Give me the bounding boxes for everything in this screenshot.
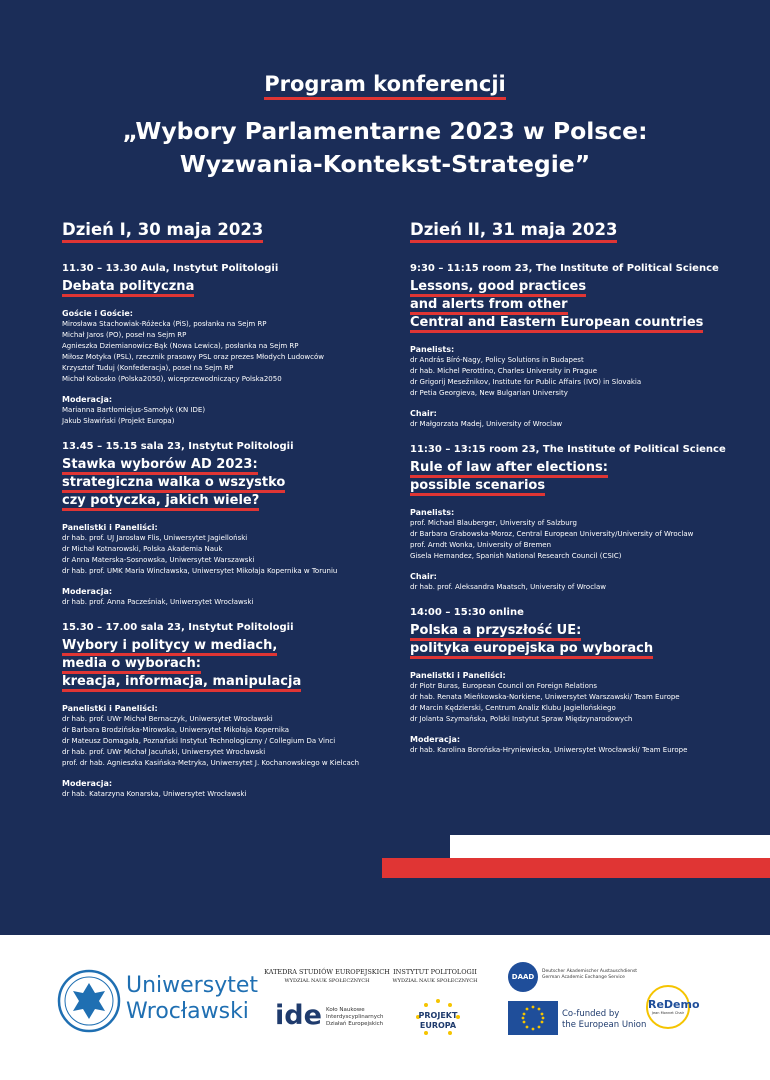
session-title (62, 637, 392, 691)
session-title-line: and alerts from other (410, 297, 568, 315)
participant: dr hab. Katarzyna Konarska, Uniwersytet Wrocławski (62, 790, 247, 798)
participant: dr hab. Renata Mieńkowska-Norkiene, Uniwersytet Warszawski/ Team Europe (410, 693, 680, 701)
ide-text2: Interdyscyplinarnych (326, 1014, 384, 1020)
group-label: Panelistki i Paneliści: (410, 671, 506, 680)
daad-text: DAAD (511, 973, 535, 981)
group-label: Panelists: (410, 345, 455, 354)
group-label: Goście i Goście: (62, 309, 133, 318)
day1-column (62, 220, 392, 813)
session-time: 13.45 – 15.15 sala 23, Instytut Politologii (62, 441, 294, 452)
university-eagle-logo (57, 969, 121, 1033)
sponsors-footer (0, 935, 770, 1080)
session-title-line: Debata polityczna (62, 279, 194, 297)
participant: dr Petia Georgieva, New Bulgarian University (410, 389, 568, 397)
participant: dr András Bíró-Nagy, Policy Solutions in Budapest (410, 356, 584, 364)
daad-logo (508, 962, 538, 992)
day1-sessions (62, 262, 392, 800)
participant: prof. Michael Blauberger, University of Salzburg (410, 519, 577, 527)
session-title-line: Lessons, good practices (410, 279, 586, 297)
session-title-line: polityka europejska po wyborach (410, 641, 653, 659)
day2-column (410, 220, 755, 769)
eu-text1: Co-funded by (562, 1009, 620, 1019)
participant: dr Piotr Buras, European Council on Foreign Relations (410, 682, 597, 690)
program-heading-text: Program konferencji (264, 72, 505, 100)
participant: dr hab. prof. UWr Michał Jacuński, Uniwersytet Wrocławski (62, 748, 266, 756)
session-title-line: czy potyczka, jakich wiele? (62, 493, 259, 511)
session-time: 14:00 – 15:30 online (410, 607, 524, 618)
participant: dr hab. prof. Aleksandra Maatsch, University of Wroclaw (410, 583, 606, 591)
redemo-logo (646, 985, 700, 1029)
participant: dr Mateusz Domagała, Poznański Instytut Technologiczny / Collegium Da Vinci (62, 737, 336, 745)
session-title-line: media o wyborach: (62, 656, 201, 674)
redemo-subtext: Jean Monnet Chair (651, 1011, 685, 1015)
participant-list (410, 419, 755, 430)
instytut-line2: WYDZIAŁ NAUK SPOŁECZNYCH (392, 978, 478, 984)
group-label: Moderacja: (62, 395, 113, 404)
participant: Miłosz Motyka (PSL), rzecznik prasowy PSL oraz prezes Młodych Ludowców (62, 353, 325, 361)
participant: dr Marcin Kędzierski, Centrum Analiz Klubu Jagiellońskiego (410, 704, 616, 712)
participant: dr Małgorzata Madej, University of Wroclaw (410, 420, 563, 428)
white-accent-block (450, 835, 770, 858)
session-time: 11:30 – 13:15 room 23, The Institute of Political Science (410, 444, 726, 455)
participant-list (410, 681, 755, 725)
daad-text2: German Academic Exchange Service (542, 975, 625, 980)
katedra-line1: KATEDRA STUDIÓW EUROPEJSKICH (264, 968, 390, 976)
session (62, 262, 392, 427)
session-title-line: kreacja, informacja, manipulacja (62, 674, 301, 692)
session-title-line: Polska a przyszłość UE: (410, 623, 581, 641)
participant-list (62, 405, 392, 427)
participant-list (62, 319, 392, 385)
group-label: Panelistki i Paneliści: (62, 704, 158, 713)
participant: Michał Jaros (PO), poseł na Sejm RP (62, 331, 187, 339)
session (62, 440, 392, 608)
red-accent-bar (382, 858, 770, 878)
day1-heading: Dzień I, 30 maja 2023 (62, 220, 263, 243)
participant: dr hab. Michel Perottino, Charles University in Prague (410, 367, 598, 375)
program-heading (0, 72, 770, 96)
session (62, 621, 392, 800)
university-name-line2: Wrocławski (126, 999, 249, 1024)
participant-list (62, 789, 392, 800)
session (410, 262, 755, 430)
participant-list (62, 533, 392, 577)
group-label: Moderacja: (410, 735, 461, 744)
participant-list (410, 745, 755, 756)
projekt-europa-logo (414, 1011, 462, 1031)
session-title-line: Stawka wyborów AD 2023: (62, 457, 258, 475)
participant: dr hab. prof. UWr Michał Bernaczyk, Uniwersytet Wrocławski (62, 715, 273, 723)
university-name-line1: Uniwersytet (126, 973, 258, 998)
participant: dr hab. prof. UJ Jarosław Flis, Uniwersytet Jagielloński (62, 534, 248, 542)
session-title (410, 622, 755, 658)
projekt-text: PROJEKT (418, 1011, 458, 1020)
conference-title-line2: Wyzwania-Kontekst-Strategie” (179, 150, 591, 178)
session (410, 606, 755, 756)
participant: dr Michał Kotnarowski, Polska Akademia Nauk (62, 545, 223, 553)
participant: dr Barbara Grabowska-Moroz, Central European University/University of Wroclaw (410, 530, 694, 538)
session (410, 443, 755, 593)
session-title-line: Rule of law after elections: (410, 460, 608, 478)
participant: dr Grigorij Mesežnikov, Institute for Public Affairs (IVO) in Slovakia (410, 378, 642, 386)
participant-list (410, 518, 755, 562)
ide-description (326, 1007, 384, 1028)
participant: Marianna Bartłomiejus-Samołyk (KN IDE) (62, 406, 206, 414)
participant: prof. dr hab. Agnieszka Kasińska-Metryka, Uniwersytet J. Kochanowskiego w Kielcach (62, 759, 360, 767)
eu-flag-icon (508, 1001, 558, 1035)
participant: Agnieszka Dziemianowicz-Bąk (Nowa Lewica), posłanka na Sejm RP (62, 342, 299, 350)
participant: dr hab. prof. Anna Pacześniak, Uniwersytet Wrocławski (62, 598, 254, 606)
conference-title-line1: „Wybory Parlamentarne 2023 w Polsce: (122, 117, 648, 145)
redemo-text: ReDemo (648, 998, 700, 1011)
session-title-line: strategiczna walka o wszystko (62, 475, 285, 493)
participant: dr Anna Materska-Sosnowska, Uniwersytet Warszawski (62, 556, 255, 564)
participant: dr Barbara Brodzińska-Mirowska, Uniwersytet Mikołaja Kopernika (62, 726, 290, 734)
participant-list (62, 597, 392, 608)
eu-text2: the European Union (562, 1020, 647, 1030)
session-time: 15.30 – 17.00 sala 23, Instytut Politologii (62, 622, 294, 633)
europa-text: EUROPA (419, 1021, 457, 1030)
session-title (62, 456, 392, 510)
session-title (62, 278, 392, 296)
participant: prof. Arndt Wonka, University of Bremen (410, 541, 552, 549)
eu-cofunded-text (562, 1009, 646, 1031)
participant-list (62, 714, 392, 769)
session-title-line: possible scenarios (410, 478, 545, 496)
participant: dr hab. Karolina Borońska-Hryniewiecka, Uniwersytet Wrocławski/ Team Europe (410, 746, 688, 754)
session-title-line: Wybory i politycy w mediach, (62, 638, 277, 656)
day2-heading: Dzień II, 31 maja 2023 (410, 220, 617, 243)
group-label: Panelists: (410, 508, 455, 517)
group-label: Moderacja: (62, 587, 113, 596)
participant-list (410, 582, 755, 593)
instytut-line1: INSTYTUT POLITOLOGII (393, 968, 477, 976)
participant: dr Jolanta Szymańska, Polski Instytut Spraw Międzynarodowych (410, 715, 633, 723)
instytut-logo (385, 968, 485, 986)
university-name (126, 973, 258, 1025)
group-label: Chair: (410, 572, 437, 581)
participant: Jakub Sławiński (Projekt Europa) (62, 417, 175, 425)
group-label: Panelistki i Paneliści: (62, 523, 158, 532)
participant-list (410, 355, 755, 399)
ide-text3: Działań Europejskich (326, 1021, 384, 1027)
daad-text1: Deutscher Akademischer Austauschdienst (542, 969, 638, 974)
participant: Michał Kobosko (Polska2050), wiceprzewodniczący Polska2050 (62, 375, 282, 383)
session-title (410, 278, 755, 332)
participant: Krzysztof Tuduj (Konfederacja), poseł na Sejm RP (62, 364, 234, 372)
daad-description (542, 969, 637, 981)
day2-sessions (410, 262, 755, 756)
group-label: Moderacja: (62, 779, 113, 788)
group-label: Chair: (410, 409, 437, 418)
participant: Gisela Hernandez, Spanish National Research Council (CSIC) (410, 552, 622, 560)
session-title (410, 459, 755, 495)
katedra-logo (262, 968, 392, 986)
katedra-line2: WYDZIAŁ NAUK SPOŁECZNYCH (284, 978, 370, 984)
participant: Mirosława Stachowiak-Różecka (PiS), posłanka na Sejm RP (62, 320, 267, 328)
ide-logo: ide (275, 1000, 322, 1031)
conference-title (0, 115, 770, 181)
participant: dr hab. prof. UMK Maria Wincławska, Uniwersytet Mikołaja Kopernika w Toruniu (62, 567, 338, 575)
session-time: 11.30 – 13.30 Aula, Instytut Politologii (62, 263, 279, 274)
session-title-line: Central and Eastern European countries (410, 315, 703, 333)
session-time: 9:30 – 11:15 room 23, The Institute of Political Science (410, 263, 719, 274)
ide-text1: Koło Naukowe (326, 1007, 365, 1013)
